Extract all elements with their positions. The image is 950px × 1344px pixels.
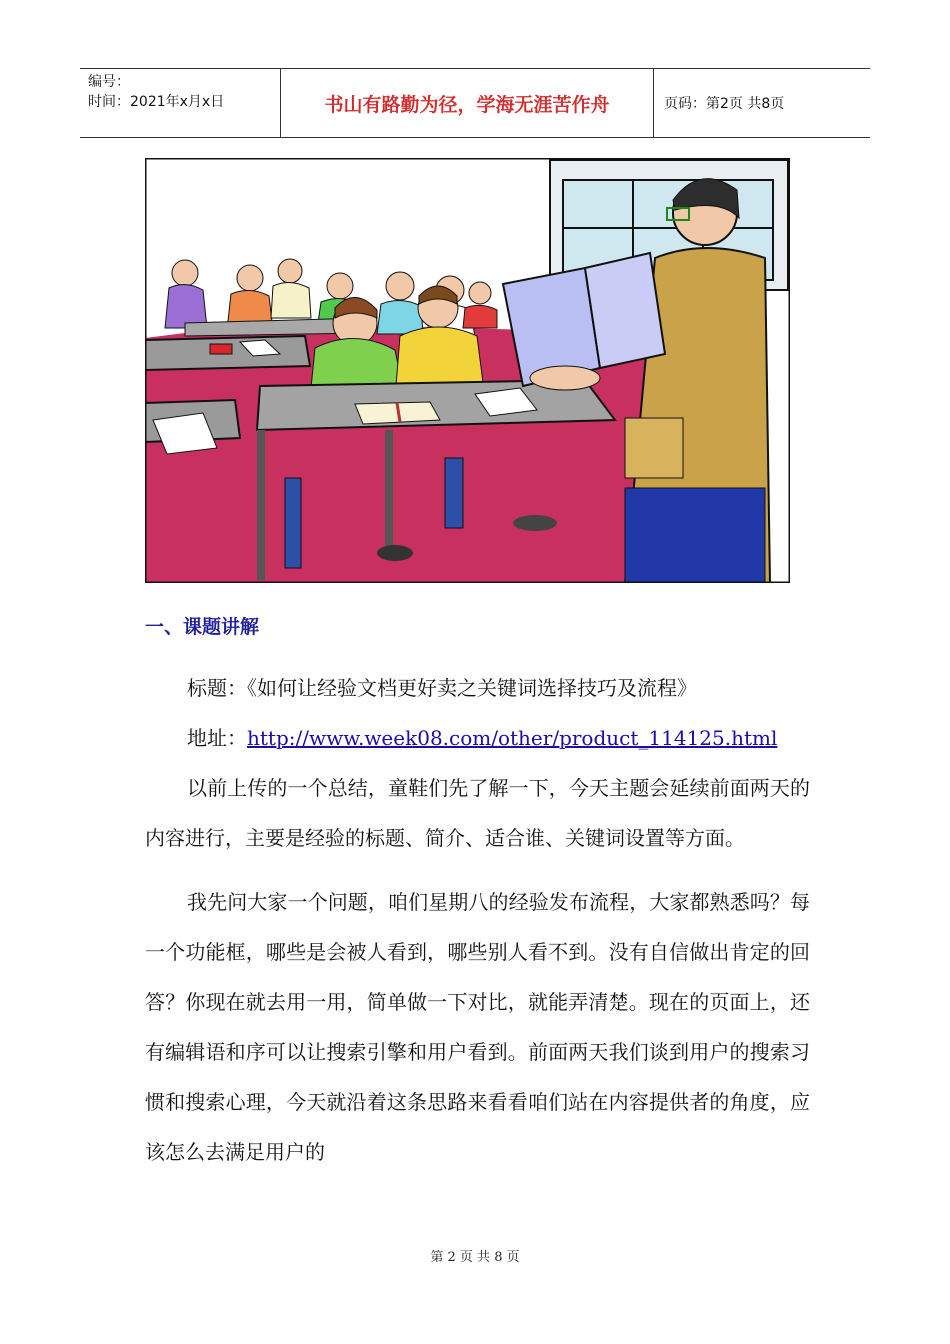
address-label: 地址： [187, 726, 247, 750]
title-label: 标题： [187, 676, 247, 700]
header-page-code: 页码：第2页 共8页 [664, 96, 785, 112]
page-footer: 第 2 页 共 8 页 [430, 1250, 520, 1265]
title-line [145, 663, 810, 713]
classroom-illustration [145, 158, 790, 583]
page-header [80, 68, 870, 138]
paragraph-2: 我先问大家一个问题，咱们星期八的经验发布流程，大家都熟悉吗？每一个功能框，哪些是会被人看到，哪些别人看不到。没有自信做出肯定的回答？你现在就去用一用，简单做一下对比，就能弄清楚。现在的页面上，还有编辑语和序可以让搜索引擎和用户看到。前面两天我们谈到用户的搜索习惯和搜索心理，今天就沿着这条思路来看看咱们站在内容提供者的角度，应该怎么去满足用户的 [145, 890, 810, 1164]
title-value: 《如何让经验文档更好卖之关键词选择技巧及流程》 [247, 676, 697, 700]
section-heading: 一、课题讲解 [145, 616, 260, 638]
number-label: 编号： [88, 74, 130, 90]
header-motto: 书山有路勤为径，学海无涯苦作舟 [281, 69, 654, 137]
time-label: 时间：2021年x月x日 [88, 94, 225, 110]
address-link[interactable]: http://www.week08.com/other/product_114125.html [247, 726, 778, 750]
main-content [145, 612, 810, 1177]
address-line [145, 713, 810, 763]
header-meta [80, 69, 281, 137]
paragraph-1: 以前上传的一个总结，童鞋们先了解一下，今天主题会延续前面两天的内容进行，主要是经验的标题、简介、适合谁、关键词设置等方面。 [145, 776, 810, 850]
